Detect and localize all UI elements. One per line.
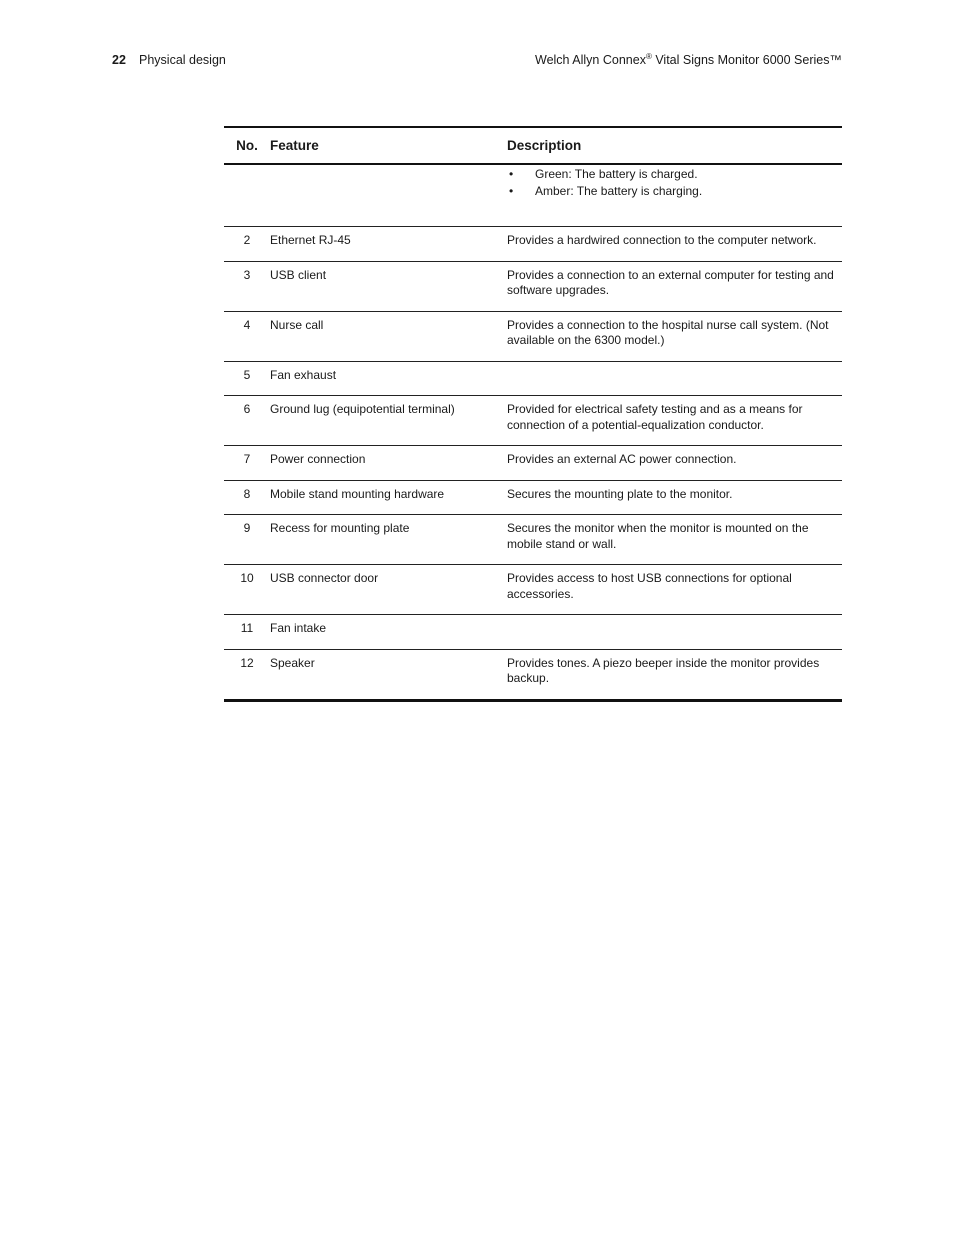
- cell-feature: Recess for mounting plate: [270, 521, 410, 535]
- table-row: [224, 480, 842, 515]
- cell-feature: Speaker: [270, 655, 315, 670]
- table-row: [224, 227, 842, 262]
- document-title-rest: Vital Signs Monitor 6000 Series™: [651, 53, 842, 67]
- bullet-item: [507, 166, 836, 183]
- table-row: [224, 261, 842, 311]
- bullet-text: Green: The battery is charged.: [535, 167, 698, 181]
- cell-no: 7: [243, 452, 251, 466]
- bullet-item: [507, 183, 836, 200]
- document-title: [535, 51, 842, 69]
- cell-feature: USB connector door: [270, 571, 379, 585]
- cell-no: 4: [243, 317, 251, 332]
- section-title: Physical design: [139, 53, 226, 67]
- cell-description: Secures the monitor when the monitor is mounted on the mobile stand or wall.: [507, 521, 809, 551]
- cell-description: Provides an external AC power connection.: [507, 452, 737, 466]
- cell-description: Provides access to host USB connections for optional accessories.: [507, 571, 792, 601]
- cell-no: 9: [243, 521, 251, 535]
- table-row: [224, 396, 842, 446]
- table-row: [224, 446, 842, 481]
- cell-description: Provides a connection to an external computer for testing and software upgrades.: [507, 267, 834, 297]
- cell-no: 8: [243, 486, 251, 501]
- cell-description: [507, 615, 842, 650]
- cell-feature: Ethernet RJ-45: [270, 233, 351, 247]
- cell-no: 11: [240, 621, 254, 635]
- cell-description: Provides tones. A piezo beeper inside the monitor provides backup.: [507, 655, 820, 685]
- feature-table: [224, 126, 842, 702]
- table-row: [224, 515, 842, 565]
- cell-description: Provides a hardwired connection to the computer network.: [507, 233, 817, 247]
- cell-no: 6: [243, 402, 251, 416]
- cell-no: 5: [243, 367, 251, 382]
- column-header-no: No.: [236, 137, 258, 153]
- page-header: [112, 51, 842, 69]
- cell-no: 12: [240, 655, 254, 670]
- cell-feature: Nurse call: [270, 317, 324, 332]
- registered-mark: ®: [645, 52, 652, 61]
- cell-description: Provided for electrical safety testing and as a means for connection of a potential-equalization conductor.: [507, 402, 803, 432]
- cell-description: [507, 164, 842, 227]
- cell-feature: [270, 164, 507, 227]
- cell-no: 2: [243, 233, 251, 247]
- bullet-list: [507, 166, 836, 200]
- table-row: [224, 361, 842, 396]
- cell-feature: Mobile stand mounting hardware: [270, 486, 445, 501]
- cell-no: 10: [240, 571, 254, 585]
- bullet-text: Amber: The battery is charging.: [535, 184, 703, 198]
- bullet-dot: •: [509, 184, 514, 198]
- column-header-feature: Feature: [270, 137, 319, 153]
- table-row: [224, 311, 842, 361]
- page-number: 22: [112, 53, 126, 67]
- table-row-continuation: [224, 164, 842, 227]
- cell-description: Provides a connection to the hospital nurse call system. (Not available on the 6300 model.): [507, 317, 829, 347]
- table-row: [224, 615, 842, 650]
- cell-feature: Fan intake: [270, 621, 327, 635]
- table-row: [224, 565, 842, 615]
- column-header-description: Description: [507, 137, 582, 153]
- bullet-dot: •: [509, 167, 514, 181]
- feature-table-wrapper: [224, 126, 842, 702]
- cell-feature: Ground lug (equipotential terminal): [270, 402, 455, 416]
- cell-feature: USB client: [270, 267, 327, 282]
- cell-feature: Fan exhaust: [270, 367, 337, 382]
- cell-feature: Power connection: [270, 452, 366, 466]
- document-title-main: Welch Allyn Connex: [535, 53, 646, 67]
- cell-no: 3: [243, 267, 251, 282]
- cell-description: [507, 361, 842, 396]
- table-row: [224, 649, 842, 700]
- cell-no: [224, 164, 270, 227]
- table-header-row: [224, 127, 842, 164]
- cell-description: Secures the mounting plate to the monitor.: [507, 486, 733, 501]
